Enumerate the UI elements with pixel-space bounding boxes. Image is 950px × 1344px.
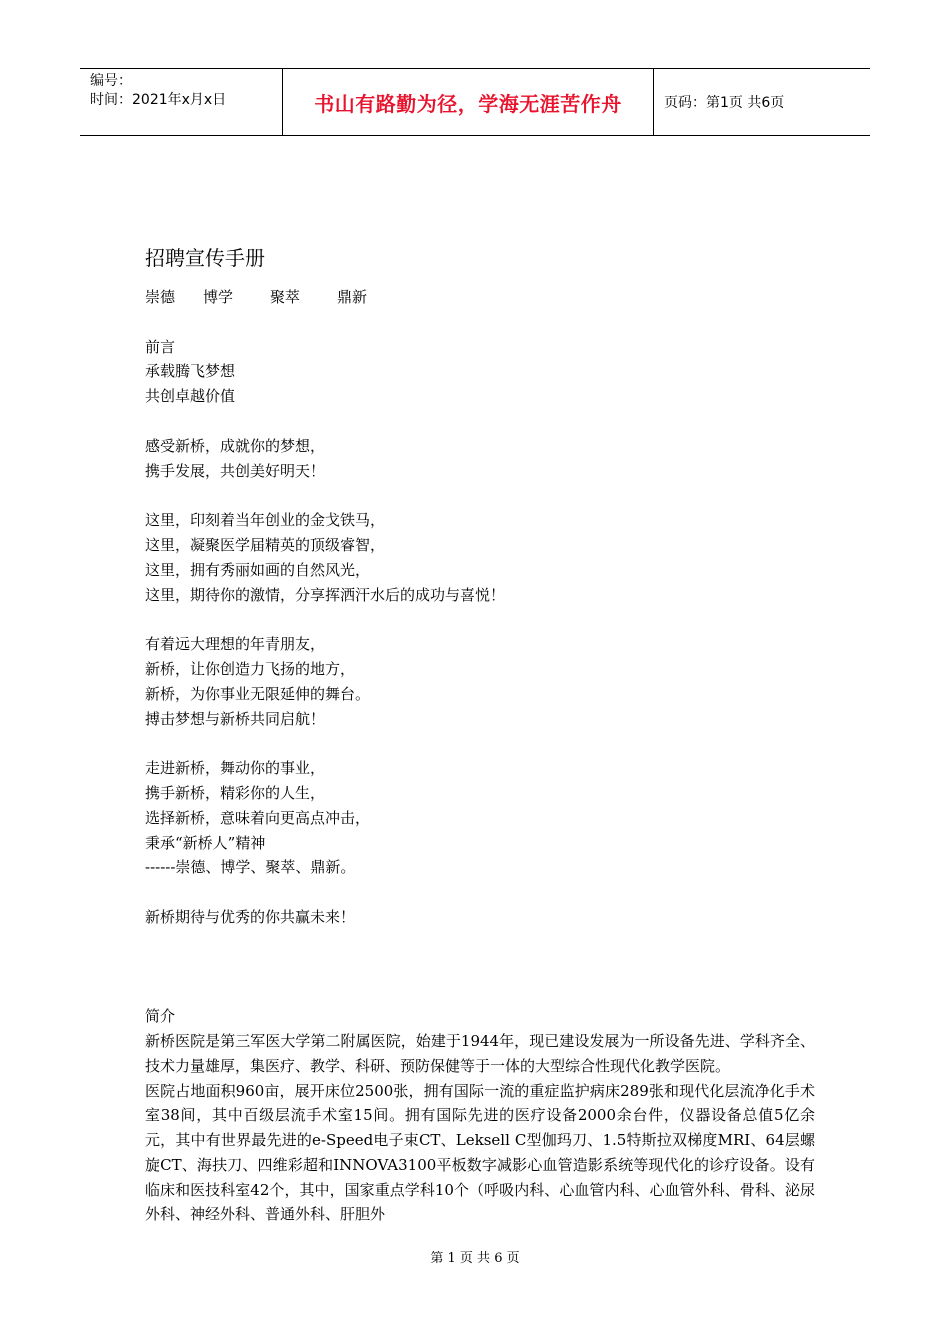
preface-block [145,905,815,930]
motto-item: 鼎新 [337,288,368,306]
preface-line: 这里，期待你的激情，分享挥洒汗水后的成功与喜悦！ [145,585,506,604]
preface-line: 共创卓越价值 [145,387,236,406]
preface-line: 感受新桥，成就你的梦想， [145,436,326,455]
preface-heading: 前言 [145,337,176,356]
preface-block [145,335,815,409]
preface-line: 搏击梦想与新桥共同启航！ [145,709,326,728]
document-title: 招聘宣传手册 [145,246,265,270]
document-body [145,243,815,1227]
number-label: 编号： [90,73,132,89]
preface-block [145,434,815,484]
preface-line: 新桥期待与优秀的你共赢未来！ [145,907,356,926]
preface-line: 秉承“新桥人”精神 [145,833,266,852]
preface-line: 这里，拥有秀丽如画的自然风光， [145,560,371,579]
preface-line: 承载腾飞梦想 [145,362,236,381]
spacer [145,955,815,1005]
preface-line: 携手新桥，精彩你的人生， [145,783,326,802]
intro-paragraph: 新桥医院是第三军医大学第二附属医院，始建于1944年，现已建设发展为一所设备先进、学科齐全、技术力量雄厚，集医疗、教学、科研、预防保健等于一体的大型综合性现代化教学医院。 [145,1031,815,1075]
preface-line: 选择新桥，意味着向更高点冲击， [145,808,371,827]
intro-heading: 简介 [145,1007,176,1026]
header-slogan: 书山有路勤为径，学海无涯苦作舟 [282,69,654,135]
preface-line: 新桥，让你创造力飞扬的地方， [145,659,356,678]
preface-line: 新桥，为你事业无限延伸的舞台。 [145,684,371,703]
preface-line: 有着远大理想的年青朋友， [145,635,326,654]
preface-block [145,632,815,731]
preface-block [145,508,815,607]
header-table [80,68,870,136]
motto-item: 博学 [203,288,234,306]
page-footer: 第 1 页 共 6 页 [430,1251,520,1266]
preface-line: 这里，印刻着当年创业的金戈铁马， [145,511,386,530]
preface-line: 携手发展，共创美好明天！ [145,461,326,480]
date-label: 时间：2021年x月x日 [90,92,227,108]
header-meta [80,69,282,135]
preface-block [145,756,815,880]
motto-row [145,285,815,310]
preface-line: ------崇德、博学、聚萃、鼎新。 [145,858,356,877]
preface-line: 走进新桥，舞动你的事业， [145,759,326,778]
preface-line: 这里，凝聚医学届精英的顶级睿智， [145,535,386,554]
header-page-label: 页码：第1页 共6页 [664,95,785,111]
motto-item: 崇德 [145,288,176,306]
intro-paragraph: 医院占地面积960亩，展开床位2500张，拥有国际一流的重症监护病床289张和现代化层流净化手术室38间，其中百级层流手术室15间。拥有国际先进的医疗设备2000余台件，仪器设备总值5亿余元，其中有世界最先进的e-Speed电子束CT、Leksell C型伽玛刀、1.5特斯拉双梯度MRI、64层螺旋CT、海扶刀、四维彩超和INNOVA3100平板数字减影心血管造影系统等现代化的诊疗设备。设有临床和医技科室42个，其中，国家重点学科10个（呼吸内科、心血管内科、心血管外科、骨科、泌尿外科、神经外科、普通外科、肝胆外 [145,1081,815,1224]
motto-item: 聚萃 [270,288,301,306]
